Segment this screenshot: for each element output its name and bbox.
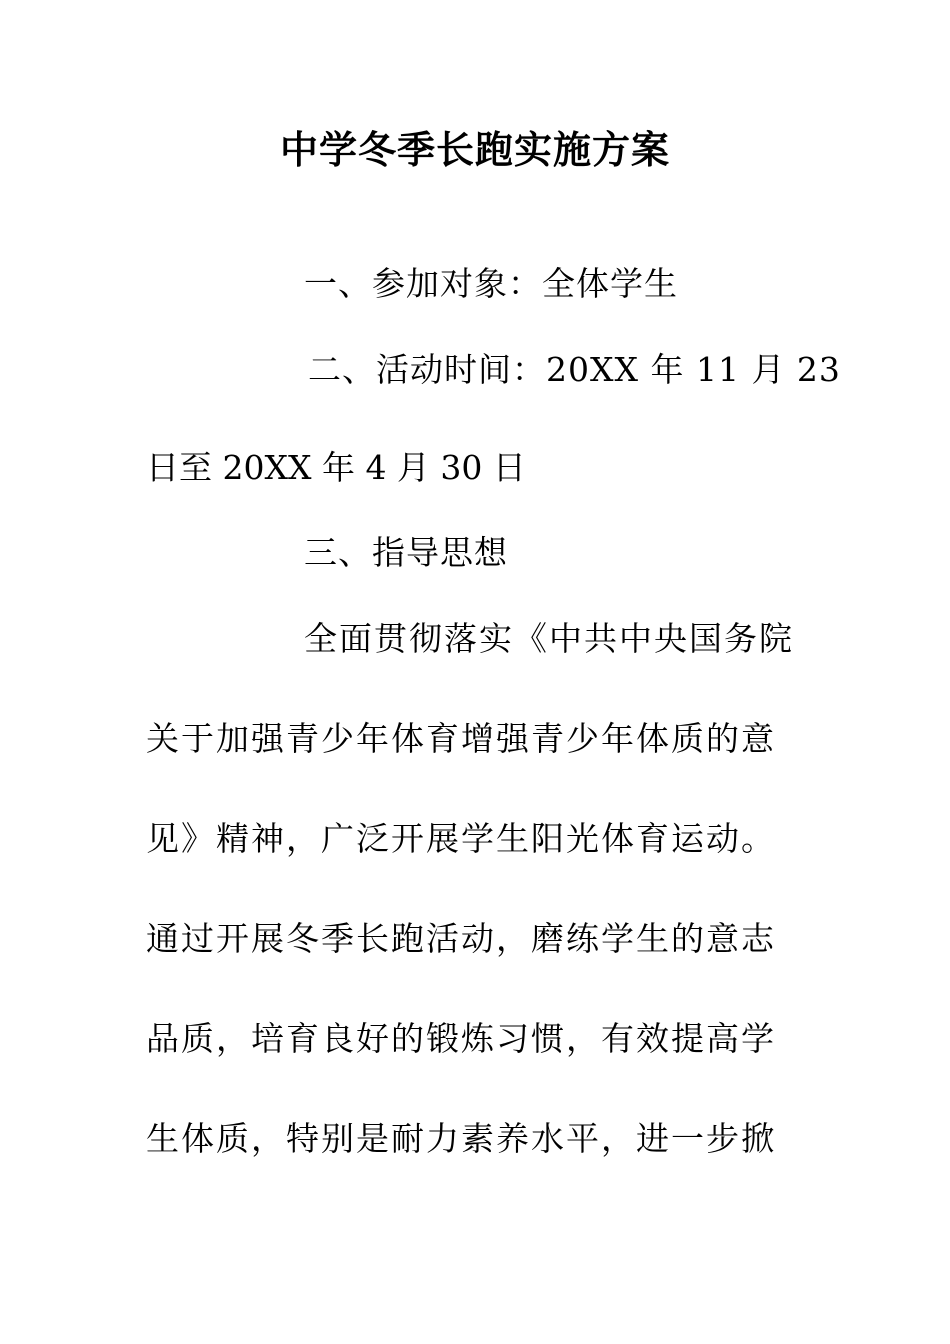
paragraph-line: 关于加强青少年体育增强青少年体质的意 [146, 719, 776, 758]
section-activity-time: 二、活动时间：20XX 年 11 月 23 [308, 350, 841, 389]
section-participants: 一、参加对象：全体学生 [304, 264, 678, 303]
paragraph-line: 通过开展冬季长跑活动，磨练学生的意志 [146, 919, 776, 958]
paragraph-line: 全面贯彻落实《中共中央国务院 [304, 619, 794, 658]
paragraph-line: 品质，培育良好的锻炼习惯，有效提高学 [146, 1019, 776, 1058]
paragraph-line: 生体质，特别是耐力素养水平，进一步掀 [146, 1119, 776, 1158]
activity-time-continued: 日至 20XX 年 4 月 30 日 [146, 448, 526, 487]
section-guiding-idea: 三、指导思想 [304, 533, 508, 572]
document-title: 中学冬季长跑实施方案 [279, 127, 670, 172]
paragraph-line: 见》精神，广泛开展学生阳光体育运动。 [146, 819, 776, 858]
